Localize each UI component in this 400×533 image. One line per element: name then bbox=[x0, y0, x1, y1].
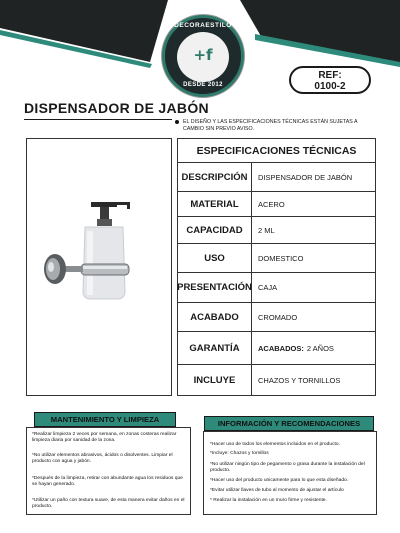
spec-value: ACERO bbox=[258, 199, 285, 209]
specifications-table bbox=[177, 138, 376, 396]
info-item: *Incluye: Chazos y tornillos bbox=[210, 451, 269, 456]
info-item: *Hacer uso de todos los elementos incluidos en el producto. bbox=[210, 442, 340, 447]
maintenance-item: *Realizar limpieza 2 veces por semana, en zonas costeras realizar limpieza diaria por sanidad de la zona. bbox=[32, 432, 177, 444]
info-box bbox=[203, 431, 377, 515]
reference-badge bbox=[289, 66, 371, 94]
info-item: *No utilizar ningún tipo de pegamento o grasa durante la instalación del producto. bbox=[210, 462, 365, 474]
product-title: DISPENSADOR DE JABÓN bbox=[24, 100, 209, 116]
spec-value: DOMESTICO bbox=[258, 253, 304, 263]
info-item: *Evitar utilizar llaves de tubo al momento de ajustar el artículo bbox=[210, 488, 344, 493]
maintenance-item: *No utilizar elementos abrasivos, ácidos o disolventes. Limpiar el producto con agua y jabón. bbox=[32, 453, 173, 465]
maintenance-heading: MANTENIMIENTO Y LIMPIEZA bbox=[34, 412, 176, 427]
spec-value: CHAZOS Y TORNILLOS bbox=[258, 375, 341, 385]
spec-key: DESCRIPCIÓN bbox=[178, 163, 252, 191]
spec-row-warranty bbox=[178, 332, 375, 365]
spec-key: USO bbox=[178, 244, 252, 272]
spec-value: CAJA bbox=[258, 283, 278, 292]
spec-key: GARANTÍA bbox=[178, 332, 252, 364]
spec-value: CROMADO bbox=[258, 312, 298, 322]
soap-dispenser-image bbox=[27, 139, 171, 395]
notice-text: EL DISEÑO Y LAS ESPECIFICACIONES TÉCNICAS ESTÁN SUJETAS A CAMBIO SIN PREVIO AVISO. bbox=[183, 119, 358, 132]
spec-row-description bbox=[178, 163, 375, 192]
spec-row-usage bbox=[178, 244, 375, 273]
logo-mark: +f bbox=[193, 46, 213, 64]
title-underline bbox=[24, 119, 172, 120]
header-dark-shape-right bbox=[240, 0, 400, 64]
maintenance-item: *Utilizar un paño con textura suave, de esta manera evitar daños en el producto. bbox=[32, 498, 185, 510]
spec-row-material bbox=[178, 192, 375, 217]
notice-bullet-icon bbox=[175, 120, 179, 124]
maintenance-box bbox=[26, 427, 191, 515]
spec-key: MATERIAL bbox=[178, 192, 252, 216]
spec-row-capacity bbox=[178, 217, 375, 244]
spec-row-finish bbox=[178, 303, 375, 332]
info-item: * Realizar la instalación en un muro firme y resistente. bbox=[210, 498, 327, 503]
spec-value: DISPENSADOR DE JABÓN bbox=[258, 172, 353, 182]
maintenance-item: *Después de la limpieza, retirar con abundante agua los residuos que se hayan generado. bbox=[32, 476, 183, 488]
spec-row-presentation bbox=[178, 273, 375, 303]
logo-since: DESDE 2012 bbox=[183, 82, 223, 88]
spec-key: ACABADO bbox=[178, 303, 252, 331]
info-item: *Hacer uso del producto unicamente para lo que esta diseñado. bbox=[210, 478, 349, 483]
brand-logo bbox=[162, 15, 244, 97]
spec-value-label: ACABADOS: bbox=[258, 343, 304, 353]
spec-key: INCLUYE bbox=[178, 365, 252, 395]
logo-brand-name: DECORAESTILO bbox=[174, 22, 232, 29]
spec-row-includes bbox=[178, 365, 375, 395]
spec-value-text: 2 AÑOS bbox=[306, 343, 334, 353]
info-heading: INFORMACIÓN Y RECOMENDACIONES bbox=[204, 416, 374, 431]
product-image-frame bbox=[26, 138, 172, 396]
spec-key: PRESENTACIÓN bbox=[178, 273, 252, 302]
reference-label: REF: bbox=[318, 70, 342, 81]
spec-value bbox=[258, 332, 334, 364]
specifications-heading: ESPECIFICACIONES TÉCNICAS bbox=[178, 139, 375, 163]
reference-value: 0100-2 bbox=[314, 81, 346, 92]
spec-value: 2 ML bbox=[258, 225, 275, 235]
spec-key: CAPACIDAD bbox=[178, 217, 252, 243]
